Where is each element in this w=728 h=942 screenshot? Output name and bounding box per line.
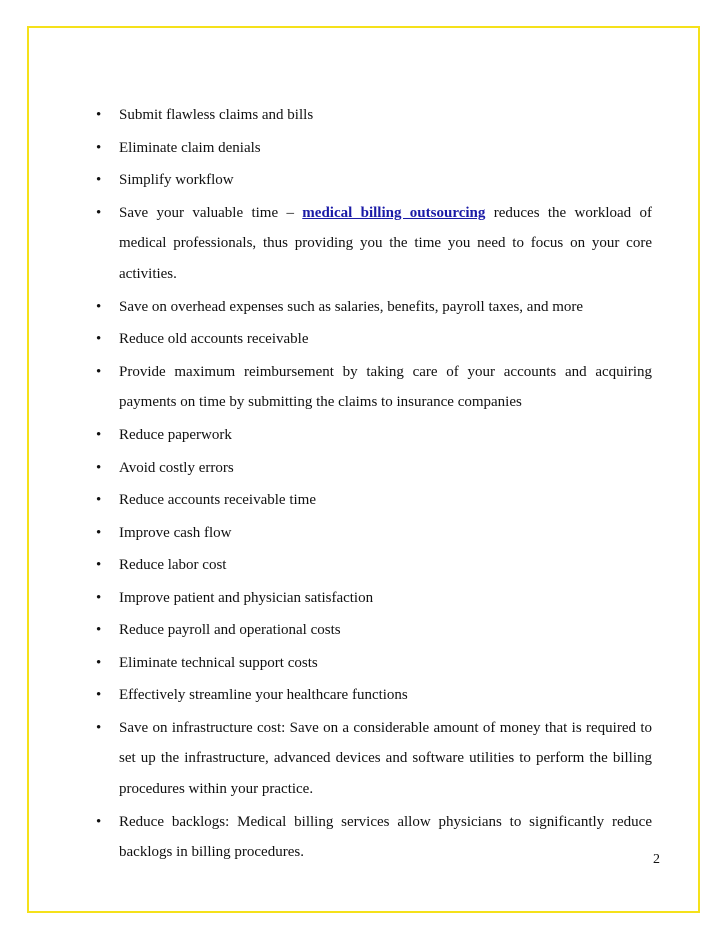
list-item	[96, 522, 652, 544]
bullet-icon: •	[96, 459, 102, 476]
list-item	[96, 713, 652, 805]
list-item	[96, 357, 652, 418]
list-item-text: Reduce old accounts receivable	[119, 331, 309, 347]
bullet-icon: •	[96, 654, 102, 671]
list-item	[96, 457, 652, 479]
bullet-icon: •	[96, 813, 102, 830]
list-item-text: Effectively streamline your healthcare functions	[119, 687, 408, 703]
list-item	[96, 328, 652, 350]
list-item-text: Reduce backlogs: Medical billing services allow physicians to significantly reduce backlogs in billing procedures.	[119, 813, 652, 860]
bullet-icon: •	[96, 204, 102, 221]
list-item-text: Submit flawless claims and bills	[119, 107, 314, 123]
list-item-text: Save on infrastructure cost: Save on a considerable amount of money that is required to set up the infrastructure, advanced devices and software utilities to perform the billing procedures within your practice.	[119, 719, 652, 797]
bullet-icon: •	[96, 363, 102, 380]
list-item	[96, 489, 652, 511]
list-item	[96, 137, 652, 159]
bullet-icon: •	[96, 172, 102, 188]
bullet-icon: •	[96, 139, 102, 156]
bullet-icon: •	[96, 298, 102, 315]
bullet-icon: •	[96, 331, 102, 347]
list-item-text: Improve cash flow	[119, 524, 232, 541]
list-item-text: Provide maximum reimbursement by taking care of your accounts and acquiring payments on time by submitting the claims to insurance companies	[119, 363, 652, 410]
list-item	[96, 104, 652, 126]
bullet-icon: •	[96, 524, 102, 541]
list-item-text: Reduce accounts receivable time	[119, 492, 316, 508]
list-item-text: Reduce payroll and operational costs	[119, 622, 341, 638]
bullet-icon: •	[96, 557, 102, 573]
bullet-icon: •	[96, 719, 102, 736]
list-item	[96, 169, 652, 191]
list-item-text: Reduce paperwork	[119, 427, 232, 443]
list-item	[96, 619, 652, 641]
document-body	[96, 104, 652, 878]
list-item	[96, 198, 652, 290]
page-number: 2	[653, 852, 660, 867]
list-item	[96, 684, 652, 706]
list-item	[96, 554, 652, 576]
list-item-text-after: reduces the workload of medical professionals, thus providing you the time you need to focus on your core activities.	[119, 204, 653, 282]
list-item	[96, 587, 652, 609]
bullet-icon: •	[96, 427, 102, 443]
list-item	[96, 807, 652, 868]
list-item-text: Simplify workflow	[119, 172, 234, 188]
list-item-text: Eliminate claim denials	[119, 139, 261, 156]
bullet-icon: •	[96, 622, 102, 638]
list-item-text: Save on overhead expenses such as salaries, benefits, payroll taxes, and more	[119, 298, 584, 315]
list-item	[96, 296, 652, 318]
list-item	[96, 424, 652, 446]
bullet-icon: •	[96, 492, 102, 508]
list-item-text: Eliminate technical support costs	[119, 654, 318, 671]
bullet-icon: •	[96, 687, 102, 703]
bullet-icon: •	[96, 107, 102, 123]
benefits-list	[96, 104, 652, 868]
list-item-text: Reduce labor cost	[119, 557, 227, 573]
list-item-text: Avoid costly errors	[119, 459, 234, 476]
bullet-icon: •	[96, 589, 102, 606]
medical-billing-outsourcing-link[interactable]: medical billing outsourcing	[302, 204, 486, 221]
list-item-text: Improve patient and physician satisfaction	[119, 589, 374, 606]
list-item	[96, 652, 652, 674]
list-item-text-before: Save your valuable time –	[119, 204, 303, 221]
